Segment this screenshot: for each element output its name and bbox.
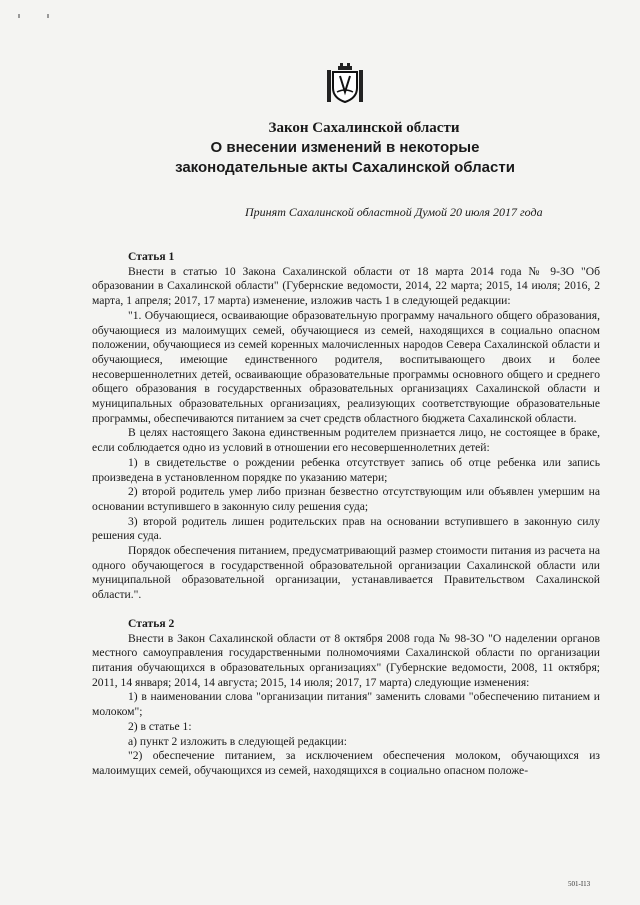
article-1-paragraph: 2) второй родитель умер либо признан безвестно отсутствующим или объявлен умершим на основании вступившего в законную силу решения суда;: [92, 485, 600, 513]
article-1-paragraph: "1. Обучающиеся, осваивающие образовательную программу начального общего образования, обучающиеся из малоимущих семей, обучающиеся из семей, находящихся в социально опасном положении, обучающиеся из семей коренных малочисленных народов Севера Сахалинской области и обучающиеся, имеющие единственного родителя, воспитывающего двоих и более несовершеннолетних детей, осваивающие образовательные программы основного общего и среднего общего образования в государственных образовательных организациях Сахалинской области и муниципальных образовательных организациях, реализующих соответствующие образовательные программы, обеспечиваются питанием за счет средств областного бюджета Сахалинской области.: [92, 308, 600, 425]
article-1-paragraph: Внести в статью 10 Закона Сахалинской области от 18 марта 2014 года № 9-ЗО "Об образовании в Сахалинской области" (Губернские ведомости, 2014, 22 марта; 2015, 14 июля; 2016, 2 марта, 1 апреля; 2017, 17 марта) изменение, изложив часть 1 в следующей редакции:: [92, 264, 600, 308]
article-1-paragraph: 3) второй родитель лишен родительских прав на основании вступившего в законную силу решения суда.: [92, 514, 600, 543]
article-2-paragraph: а) пункт 2 изложить в следующей редакции:: [128, 734, 347, 748]
law-title: [130, 118, 560, 178]
article-2-heading: Статья 2: [128, 616, 175, 630]
scan-mark: [47, 14, 49, 18]
article-1-paragraph: 1) в свидетельстве о рождении ребенка отсутствует запись об отце ребенка или запись произведена в установленном порядке по указанию матери;: [92, 455, 600, 484]
document-code: 501-I13: [568, 880, 591, 888]
article-2-paragraph: 2) в статье 1:: [128, 719, 192, 733]
title-line-2: О внесении изменений в некоторые: [210, 139, 480, 156]
section-gap: [92, 603, 600, 617]
title-line-3: законодательные акты Сахалинской области: [175, 159, 515, 176]
article-2-paragraph: Внести в Закон Сахалинской области от 8 октября 2008 года № 98-ЗО "О наделении органов местного самоуправления государственными полномочиями Сахалинской области по организации питания обучающихся в образовательных организациях" (Губернские ведомости, 2008, 11 октября; 2011, 14 января; 2014, 14 августа; 2015, 14 июля; 2017, 17 марта) следующие изменения:: [92, 631, 600, 689]
scan-mark: [18, 14, 20, 18]
title-line-1: Закон Сахалинской области: [268, 120, 460, 136]
article-2-paragraph: 1) в наименовании слова "организации питания" заменить словами "обеспечению питанием и молоком";: [92, 690, 600, 719]
article-2-paragraph: "2) обеспечение питанием, за исключением обеспечения молоком, обучающихся из малоимущих семей, обучающихся из семей, находящихся в социально опасном положе-: [92, 749, 600, 777]
article-1-paragraph: Порядок обеспечения питанием, предусматривающий размер стоимости питания из расчета на одного обучающегося в государственной образовательной организации Сахалинской области или муниципальной образовательной организации, устанавливается Правительством Сахалинской области.".: [92, 544, 600, 602]
article-1-heading: Статья 1: [128, 250, 175, 263]
article-1-paragraph: В целях настоящего Закона единственным родителем признается лицо, не состоящее в браке, если соблюдается одно из условий в отношении его несовершеннолетних детей:: [92, 426, 600, 455]
document-body: [92, 250, 600, 779]
sakhalin-coat-of-arms-icon: [326, 62, 364, 106]
adoption-note: Принят Сахалинской областной Думой 20 июля 2017 года: [245, 205, 543, 219]
